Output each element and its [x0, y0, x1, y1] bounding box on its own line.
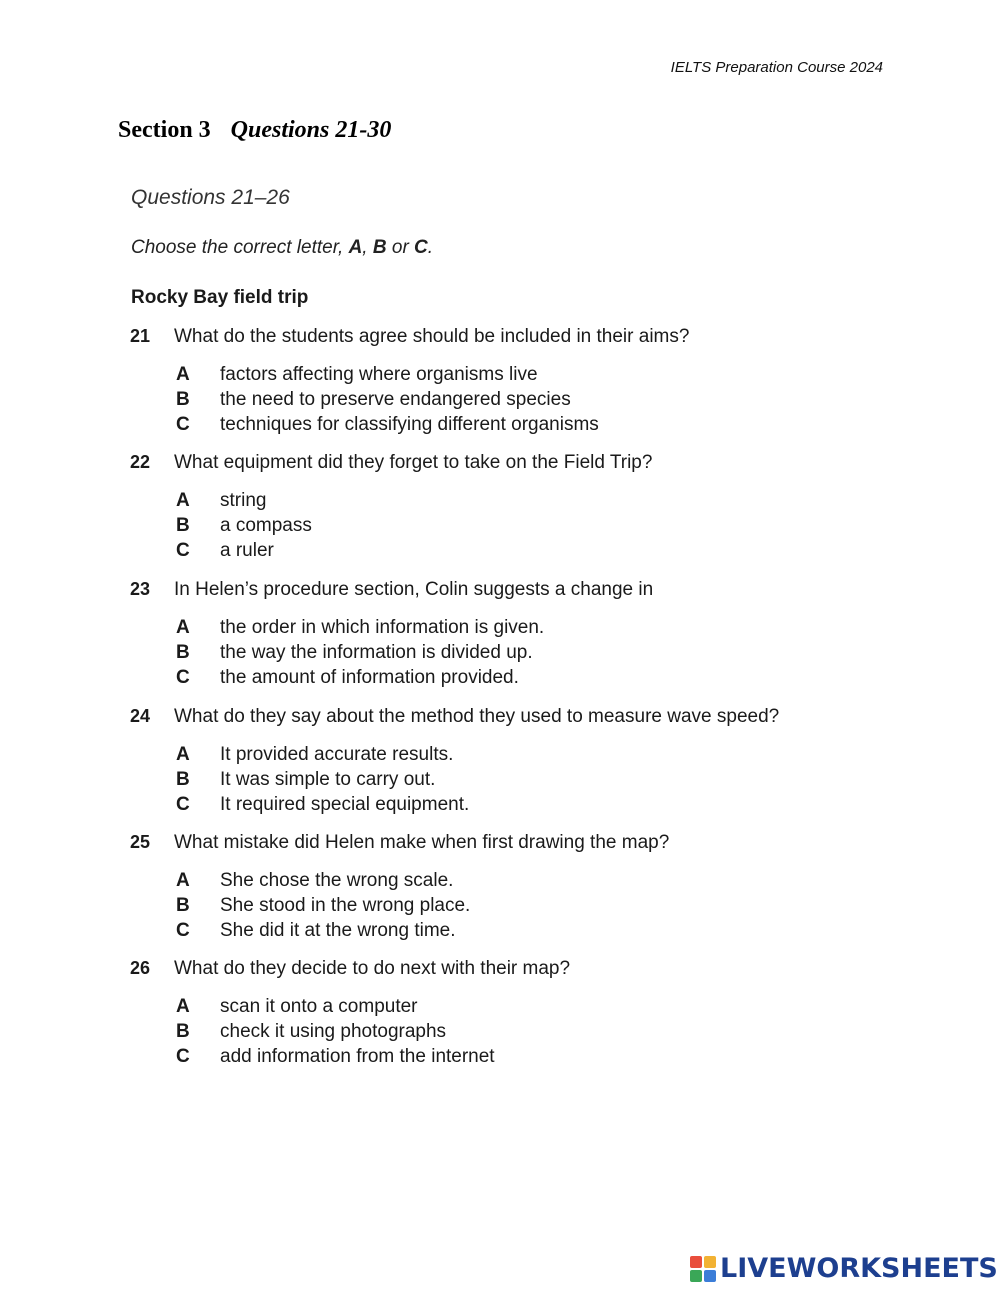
- logo-grid-icon: [690, 1256, 716, 1282]
- question-text: What equipment did they forget to take on the Field Trip?: [174, 452, 653, 473]
- option-c[interactable]: C the amount of information provided.: [176, 667, 519, 688]
- question-number: 25: [130, 832, 151, 852]
- question-26: [130, 958, 570, 1069]
- question-22: [130, 452, 652, 563]
- question-number: 26: [130, 958, 151, 978]
- option-b[interactable]: B She stood in the wrong place.: [176, 895, 471, 916]
- question-text: What mistake did Helen make when first drawing the map?: [174, 832, 670, 853]
- question-24: [130, 706, 779, 817]
- option-b[interactable]: B It was simple to carry out.: [176, 769, 436, 790]
- questions-range: Questions 21–26: [131, 186, 290, 209]
- option-b[interactable]: B check it using photographs: [176, 1021, 447, 1042]
- option-c[interactable]: C add information from the internet: [176, 1046, 495, 1067]
- question-number: 22: [130, 452, 151, 472]
- option-a[interactable]: A string: [176, 490, 267, 511]
- trip-title: Rocky Bay field trip: [131, 287, 309, 308]
- section-label: Section 3: [118, 117, 211, 143]
- brand-name: LIVEWORKSHEETS: [720, 1253, 998, 1284]
- option-b[interactable]: B the need to preserve endangered species: [176, 389, 571, 410]
- question-number: 21: [130, 326, 151, 346]
- course-header: IELTS Preparation Course 2024: [670, 59, 883, 76]
- question-text: What do they say about the method they used to measure wave speed?: [174, 706, 780, 727]
- question-23: [130, 579, 653, 690]
- question-number: 24: [130, 706, 151, 726]
- option-c[interactable]: C a ruler: [176, 540, 274, 561]
- section-questions: Questions 21-30: [230, 117, 392, 143]
- option-c[interactable]: C It required special equipment.: [176, 794, 470, 815]
- question-25: [130, 832, 669, 943]
- option-a[interactable]: A factors affecting where organisms live: [176, 364, 538, 385]
- section-title: [118, 117, 391, 144]
- option-a[interactable]: A It provided accurate results.: [176, 744, 454, 765]
- option-a[interactable]: A She chose the wrong scale.: [176, 870, 454, 891]
- option-a[interactable]: A the order in which information is given.: [176, 617, 545, 638]
- option-b[interactable]: B the way the information is divided up.: [176, 642, 533, 663]
- option-b[interactable]: B a compass: [176, 515, 312, 536]
- question-text: What do they decide to do next with their map?: [174, 958, 571, 979]
- option-c[interactable]: C She did it at the wrong time.: [176, 920, 456, 941]
- option-c[interactable]: C techniques for classifying different organisms: [176, 414, 599, 435]
- instruction: Choose the correct letter, A, B or C.: [131, 237, 434, 258]
- liveworksheets-logo: [690, 1253, 998, 1284]
- question-text: In Helen’s procedure section, Colin suggests a change in: [174, 579, 654, 600]
- question-21: [130, 326, 689, 437]
- question-text: What do the students agree should be included in their aims?: [174, 326, 690, 347]
- option-a[interactable]: A scan it onto a computer: [176, 996, 418, 1017]
- question-number: 23: [130, 579, 151, 599]
